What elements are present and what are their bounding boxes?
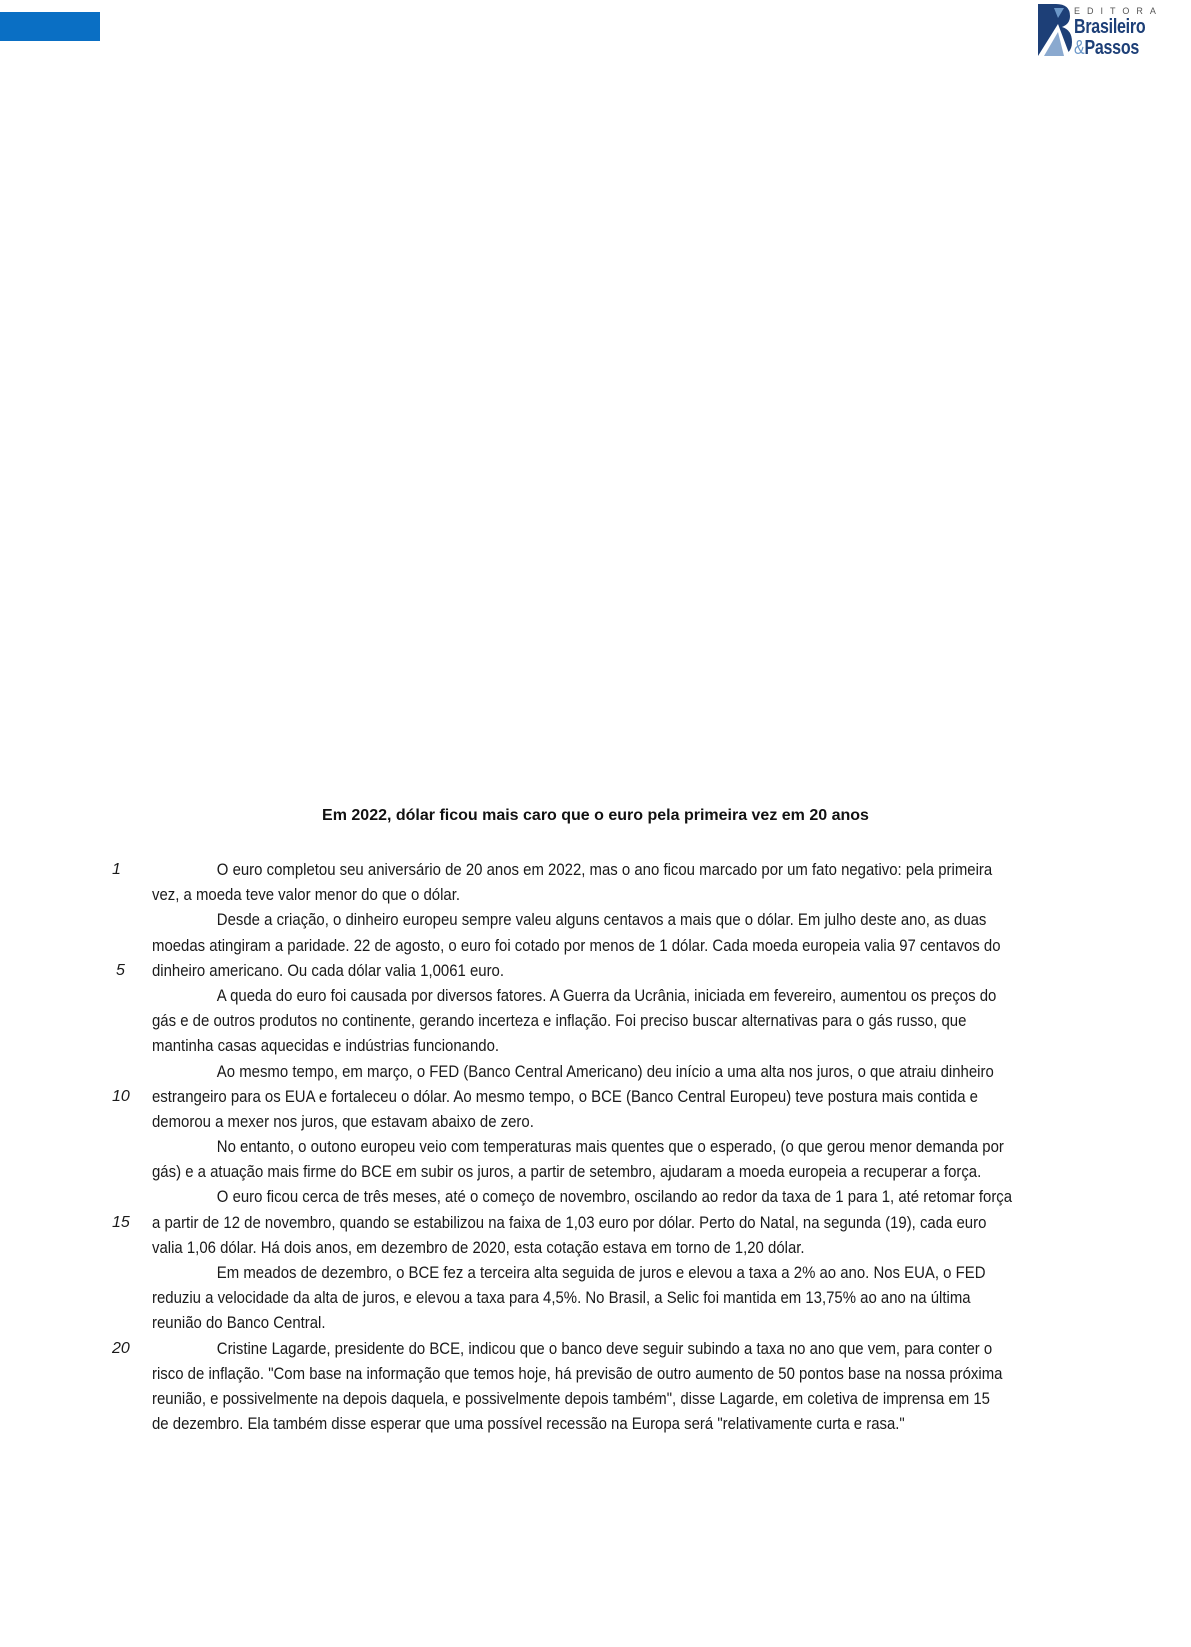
article-line: Ao mesmo tempo, em março, o FED (Banco Central Americano) deu início a uma alta nos juros, o que atraiu dinheiro xyxy=(216,1061,994,1081)
article-line: gás) e a atuação mais firme do BCE em subir os juros, a partir de setembro, ajudaram a moeda europeia a recuperar a força. xyxy=(152,1162,982,1182)
logo-brasileiro-text: Brasileiro xyxy=(1074,16,1146,38)
article-line: demorou a mexer nos juros, que estavam abaixo de zero. xyxy=(152,1111,534,1131)
article-body xyxy=(152,857,1108,1436)
line-number: 15 xyxy=(112,1214,130,1231)
article-line: risco de inflação. "Com base na informação que temos hoje, há previsão de outro aumento de 50 pontos base na nossa próxima xyxy=(152,1363,1003,1383)
article-line: reunião do Banco Central. xyxy=(152,1313,326,1333)
article-line: vez, a moeda teve valor menor do que o dólar. xyxy=(152,885,461,905)
header-accent-bar xyxy=(0,12,100,41)
line-number: 5 xyxy=(116,962,125,979)
article-title: Em 2022, dólar ficou mais caro que o euro pela primeira vez em 20 anos xyxy=(322,807,869,824)
article-line: moedas atingiram a paridade. 22 de agosto, o euro foi cotado por menos de 1 dólar. Cada moeda europeia valia 97 centavos do xyxy=(152,935,1001,955)
logo-editora-text: EDITORA xyxy=(1074,6,1163,16)
article-line: reduziu a velocidade da alta de juros, e elevou a taxa para 4,5%. No Brasil, a Selic foi mantida em 13,75% ao ano na última xyxy=(152,1288,971,1308)
article-line: Cristine Lagarde, presidente do BCE, indicou que o banco deve seguir subindo a taxa no ano que vem, para conter o xyxy=(216,1338,993,1358)
article-line: a partir de 12 de novembro, quando se estabilizou na faixa de 1,03 euro por dólar. Perto do Natal, na segunda (19), cada euro xyxy=(152,1212,987,1232)
line-number: 10 xyxy=(112,1088,130,1105)
article-line: Em meados de dezembro, o BCE fez a terceira alta seguida de juros e elevou a taxa a 2% ao ano. Nos EUA, o FED xyxy=(216,1263,986,1282)
article-line: Desde a criação, o dinheiro europeu sempre valeu alguns centavos a mais que o dólar. Em julho deste ano, as duas xyxy=(216,910,987,930)
logo-b-icon xyxy=(1034,2,1074,60)
article-line: O euro completou seu aniversário de 20 anos em 2022, mas o ano ficou marcado por um fato negativo: pela primeira xyxy=(216,860,993,879)
article-line: valia 1,06 dólar. Há dois anos, em dezembro de 2020, esta cotação estava em torno de 1,20 dólar. xyxy=(152,1237,805,1257)
article-line: dinheiro americano. Ou cada dólar valia 1,0061 euro. xyxy=(152,960,505,980)
article-line: O euro ficou cerca de três meses, até o começo de novembro, oscilando ao redor da taxa de 1 para 1, até retomar força xyxy=(216,1187,1013,1207)
logo-passos-word: Passos xyxy=(1084,37,1140,59)
article-line: A queda do euro foi causada por diversos fatores. A Guerra da Ucrânia, iniciada em fevereiro, aumentou os preços do xyxy=(216,985,997,1005)
line-number: 1 xyxy=(112,861,121,878)
line-number: 20 xyxy=(112,1340,130,1357)
logo-passos-text xyxy=(1074,37,1139,60)
article-line: mantinha casas aquecidas e indústrias funcionando. xyxy=(152,1036,500,1056)
article-line: reunião, e possivelmente na depois daquela, e possivelmente depois também", disse Lagarde, em coletiva de imprensa em 15 xyxy=(152,1388,990,1408)
logo-ampersand: & xyxy=(1074,37,1085,59)
publisher-logo xyxy=(1034,2,1163,60)
article-line: gás e de outros produtos no continente, gerando incerteza e inflação. Foi preciso buscar alternativas para o gás russo, que xyxy=(152,1011,967,1031)
article-line: estrangeiro para os EUA e fortaleceu o dólar. Ao mesmo tempo, o BCE (Banco Central Europeu) teve postura mais contida e xyxy=(152,1086,978,1106)
article-line: No entanto, o outono europeu veio com temperaturas mais quentes que o esperado, (o que gerou menor demanda por xyxy=(216,1137,1004,1157)
article-line: de dezembro. Ela também disse esperar que uma possível recessão na Europa será "relativamente curta e rasa." xyxy=(152,1414,905,1434)
